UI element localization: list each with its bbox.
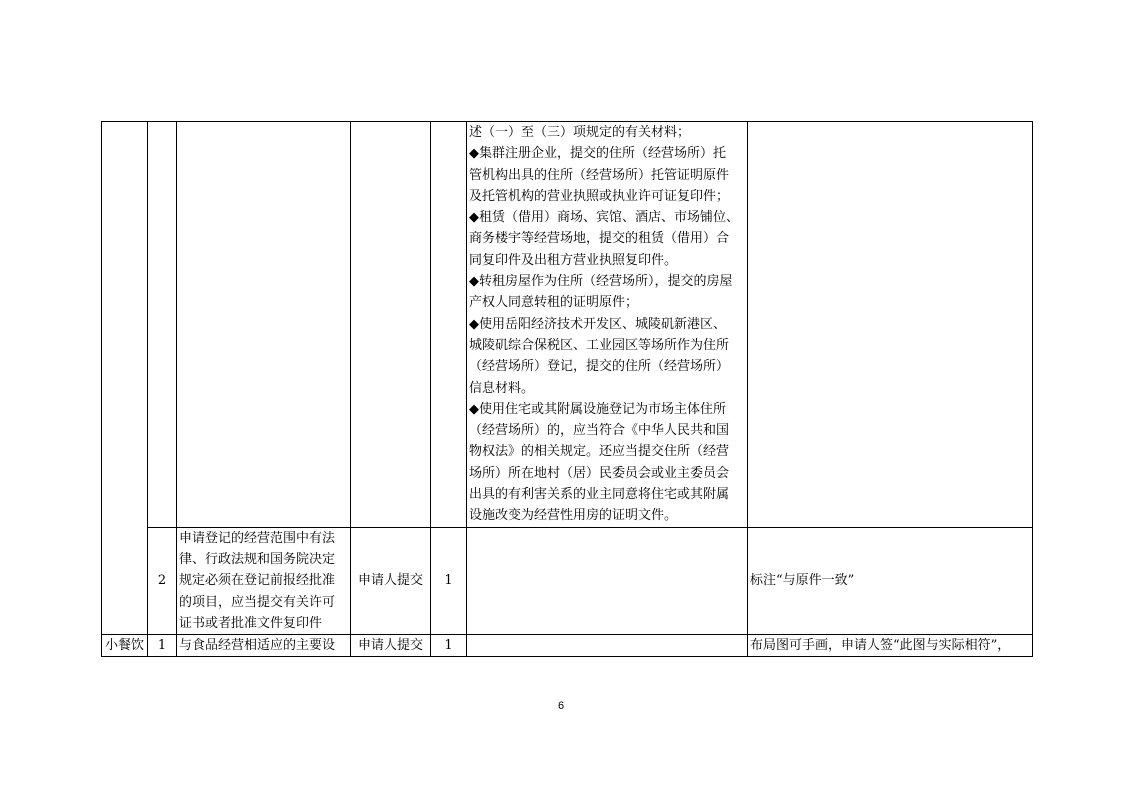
copies-cell — [431, 122, 467, 528]
name-line: 律、行政法规和国务院决定 — [179, 551, 336, 567]
requirement-line: 信息材料。 — [469, 380, 535, 396]
requirement-line: （经营场所）登记，提交的住所（经营场所） — [469, 359, 730, 375]
name-line: 规定必须在登记前报经批准 — [179, 573, 336, 589]
table-row — [102, 527, 1033, 634]
remark-cell — [748, 122, 1033, 528]
requirement-line: ◆租赁（借用）商场、宾馆、酒店、市场铺位、 — [469, 210, 739, 226]
name-cell: 与食品经营相适应的主要设 — [177, 635, 351, 657]
category-cell-empty — [102, 122, 148, 635]
requirement-line: 及托管机构的营业执照或执业许可证复印件； — [469, 188, 730, 204]
requirement-line: （经营场所）的，应当符合《中华人民共和国 — [469, 423, 730, 439]
remark-cell: 标注“与原件一致” — [748, 527, 1033, 634]
source-cell: 申请人提交 — [351, 527, 431, 634]
name-cell — [177, 122, 351, 528]
requirement-line: 管机构出具的住所（经营场所）托管证明原件 — [469, 167, 730, 183]
requirements-cell — [467, 527, 748, 634]
name-line: 证书或者批准文件复印件 — [179, 615, 323, 631]
name-line: 的项目，应当提交有关许可 — [179, 594, 336, 610]
copies-cell: 1 — [431, 527, 467, 634]
requirement-line: ◆转租房屋作为住所（经营场所），提交的房屋 — [469, 274, 733, 290]
table-row — [102, 635, 1033, 657]
page-number: 6 — [557, 700, 565, 712]
requirements-cell — [467, 122, 748, 528]
remark-cell: 布局图可手画，申请人签“此图与实际相符”， — [748, 635, 1033, 657]
category-cell: 小餐饮 — [102, 635, 148, 657]
source-cell: 申请人提交 — [351, 635, 431, 657]
requirement-line: 商务楼宇等经营场地，提交的租赁（借用）合 — [469, 231, 730, 247]
requirement-line: 物权法》的相关规定。还应当提交住所（经营 — [469, 444, 730, 460]
requirements-cell — [467, 635, 748, 657]
name-line: 申请登记的经营范围中有法 — [179, 530, 336, 546]
requirement-line: ◆使用住宅或其附属设施登记为市场主体住所 — [469, 401, 726, 417]
copies-cell: 1 — [431, 635, 467, 657]
requirement-line: ◆集群注册企业，提交的住所（经营场所）托 — [469, 146, 726, 162]
requirement-line: 城陵矶综合保税区、工业园区等场所作为住所 — [469, 337, 730, 353]
number-cell — [148, 122, 177, 528]
requirement-line: 述（一）至（三）项规定的有关材料； — [469, 125, 691, 140]
number-cell: 2 — [148, 527, 177, 634]
requirement-line: 出具的有利害关系的业主同意将住宅或其附属 — [469, 487, 730, 503]
name-cell — [177, 527, 351, 634]
requirement-line: 产权人同意转租的证明原件； — [469, 295, 639, 311]
requirement-line: 设施改变为经营性用房的证明文件。 — [469, 508, 678, 524]
requirement-line: ◆使用岳阳经济技术开发区、城陵矶新港区、 — [469, 316, 726, 332]
source-cell — [351, 122, 431, 528]
table-row — [102, 122, 1033, 528]
materials-table — [101, 121, 1033, 657]
number-cell: 1 — [148, 635, 177, 657]
requirement-line: 场所）所在地村（居）民委员会或业主委员会 — [469, 465, 730, 481]
requirement-line: 同复印件及出租方营业执照复印件。 — [469, 252, 678, 268]
